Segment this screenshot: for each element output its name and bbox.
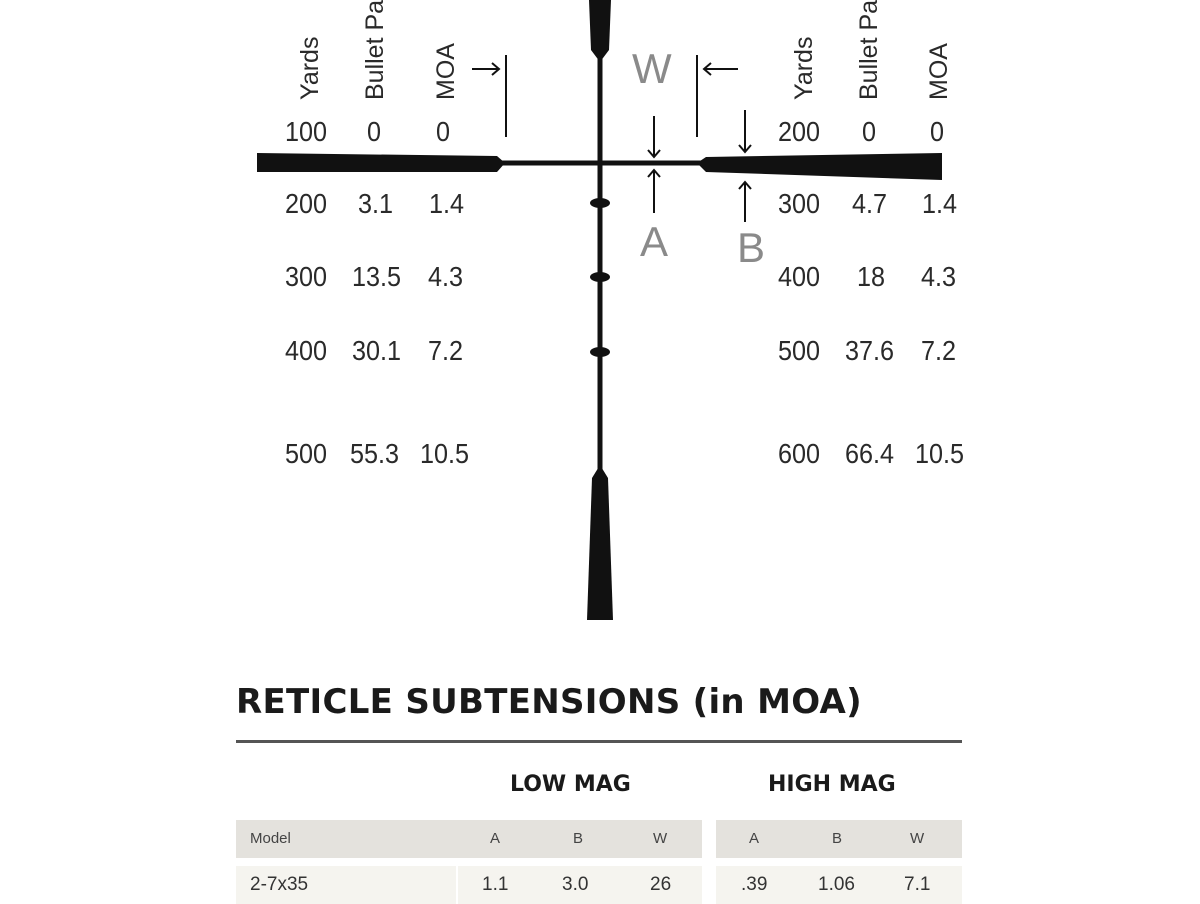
hash-mark [590,198,610,208]
row-low-w: 26 [650,874,672,895]
label-b: B [737,224,766,271]
header-low-b: B [573,830,584,847]
a-up-arrow-icon [648,170,660,213]
hash-mark [590,347,610,357]
right-moa: 7.2 [921,335,957,366]
table-row [236,866,702,904]
right-bullet-path: 18 [857,261,886,292]
right-bullet-path: 0 [862,116,877,147]
right-moa: 0 [930,116,945,147]
header-low-a: A [490,830,501,847]
top-post [589,0,611,62]
left-moa: 10.5 [420,438,470,469]
table-header-high [716,820,962,858]
header-model: Model [250,830,291,847]
row-model: 2-7x35 [250,874,309,895]
left-moa: 0 [436,116,451,147]
row-high-a: .39 [741,874,768,895]
left-yards: 300 [285,261,328,292]
left-bullet-path: 55.3 [350,438,400,469]
label-a: A [640,218,669,265]
header-high-a: A [749,830,760,847]
left-bullet-path: 3.1 [358,188,394,219]
bottom-post [587,465,613,620]
left-post [257,153,505,172]
a-down-arrow-icon [648,116,660,157]
column-divider [456,866,458,904]
right-yards: 400 [778,261,821,292]
left-bullet-path: 30.1 [352,335,402,366]
w-right-arrow-icon [704,63,738,75]
right-yards: 600 [778,438,821,469]
low-mag-heading: LOW MAG [510,772,631,797]
right-yards: 500 [778,335,821,366]
right-moa: 4.3 [921,261,957,292]
row-high-b: 1.06 [818,874,855,895]
right-yards: 300 [778,188,821,219]
section-title: RETICLE SUBTENSIONS (in MOA) [236,682,862,722]
right-header-bullet-path: Bullet Pa [855,0,883,100]
right-post [697,153,942,180]
left-yards: 400 [285,335,328,366]
w-left-arrow-icon [472,63,499,75]
high-mag-heading: HIGH MAG [768,772,896,797]
left-header-bullet-path: Bullet Pa [361,0,389,100]
title-divider [236,740,962,743]
right-header-yards: Yards [790,36,818,100]
right-bullet-path: 66.4 [845,438,895,469]
right-header-moa: MOA [925,43,953,100]
right-bullet-path: 37.6 [845,335,895,366]
left-bullet-path: 13.5 [352,261,402,292]
label-w: W [632,45,672,92]
left-yards: 200 [285,188,328,219]
row-low-b: 3.0 [562,874,589,895]
right-moa: 1.4 [922,188,958,219]
row-low-a: 1.1 [482,874,509,895]
left-moa: 7.2 [428,335,464,366]
left-header-yards: Yards [296,36,324,100]
header-high-b: B [832,830,843,847]
row-high-w: 7.1 [904,874,931,895]
table-row [716,866,962,904]
left-header-moa: MOA [432,43,460,100]
left-yards: 100 [285,116,328,147]
table-header-low [236,820,702,858]
left-moa: 1.4 [429,188,465,219]
b-up-arrow-icon [739,182,751,222]
left-moa: 4.3 [428,261,464,292]
right-yards: 200 [778,116,821,147]
right-moa: 10.5 [915,438,965,469]
right-bullet-path: 4.7 [852,188,888,219]
left-yards: 500 [285,438,328,469]
left-bullet-path: 0 [367,116,382,147]
header-low-w: W [653,830,668,847]
b-down-arrow-icon [739,110,751,152]
header-high-w: W [910,830,925,847]
hash-mark [590,272,610,282]
